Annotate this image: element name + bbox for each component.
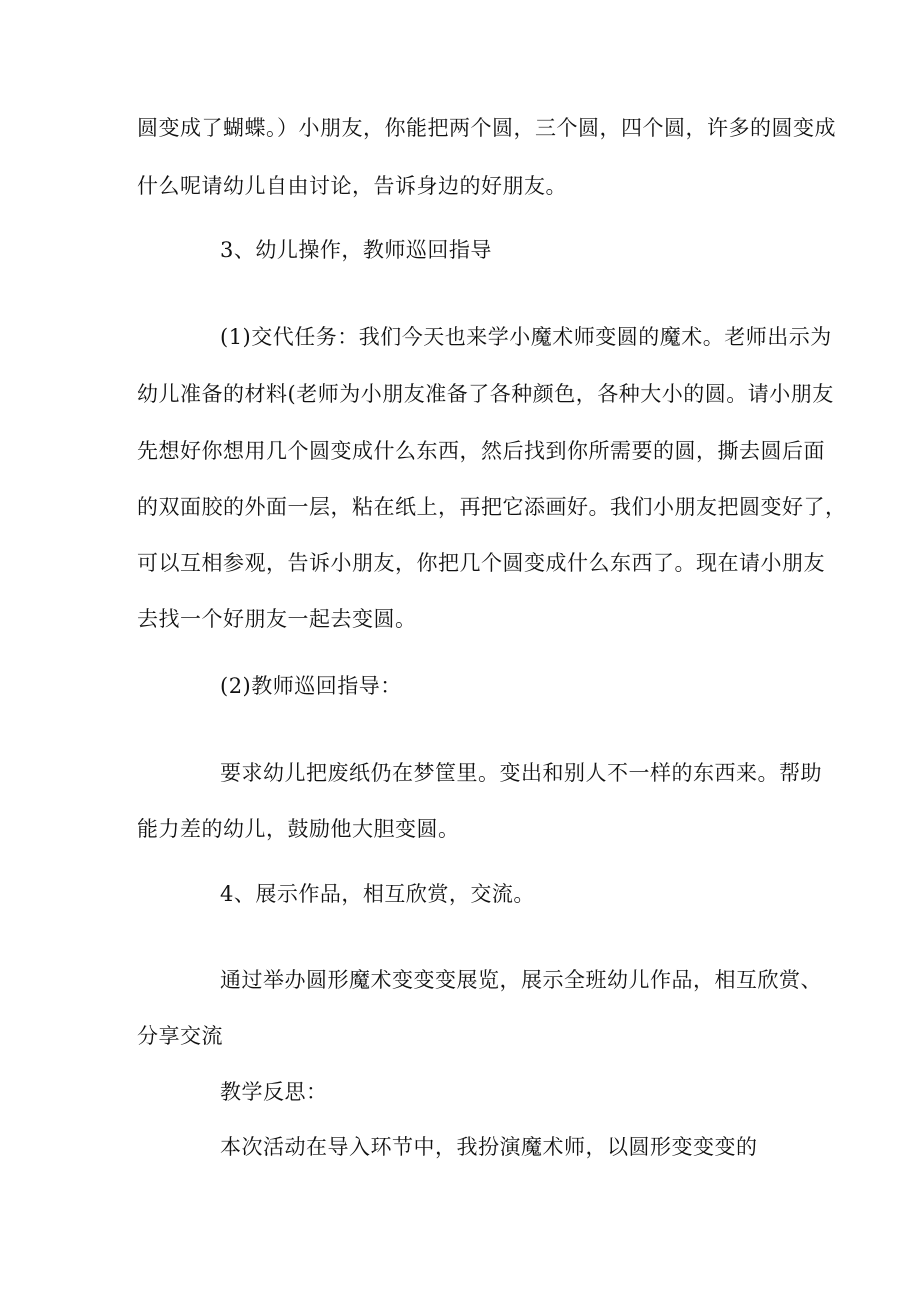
reflection-heading: 教学反思： [220, 1080, 328, 1104]
paragraph-line: 分享交流 [137, 1024, 223, 1048]
paragraph-line: 先想好你想用几个圆变成什么东西，然后找到你所需要的圆，撕去圆后面 [137, 439, 825, 463]
paragraph-line: 本次活动在导入环节中，我扮演魔术师，以圆形变变变的 [220, 1135, 758, 1159]
paragraph-line: 什么呢请幼儿自由讨论，告诉身边的好朋友。 [137, 174, 567, 198]
section-heading: 4、展示作品，相互欣赏，交流。 [220, 882, 535, 906]
section-heading: 3、幼儿操作，教师巡回指导 [220, 238, 492, 262]
paragraph-line: 要求幼儿把废纸仍在梦筐里。变出和别人不一样的东西来。帮助 [220, 761, 822, 785]
paragraph-line: (1)交代任务：我们今天也来学小魔术师变圆的魔术。老师出示为 [220, 325, 832, 349]
paragraph-line: 通过举办圆形魔术变变变展览，展示全班幼儿作品，相互欣赏、 [220, 968, 822, 992]
paragraph-line: 可以互相参观，告诉小朋友，你把几个圆变成什么东西了。现在请小朋友 [137, 551, 825, 575]
subsection-heading: (2)教师巡回指导： [220, 674, 402, 698]
paragraph-line: 圆变成了蝴蝶。）小朋友，你能把两个圆，三个圆，四个圆，许多的圆变成 [137, 116, 836, 140]
paragraph-line: 的双面胶的外面一层，粘在纸上，再把它添画好。我们小朋友把圆变好了， [137, 495, 847, 519]
paragraph-line: 幼儿准备的材料(老师为小朋友准备了各种颜色，各种大小的圆。请小朋友 [137, 382, 834, 406]
paragraph-line: 去找一个好朋友一起去变圆。 [137, 607, 417, 631]
paragraph-line: 能力差的幼儿，鼓励他大胆变圆。 [137, 817, 460, 841]
